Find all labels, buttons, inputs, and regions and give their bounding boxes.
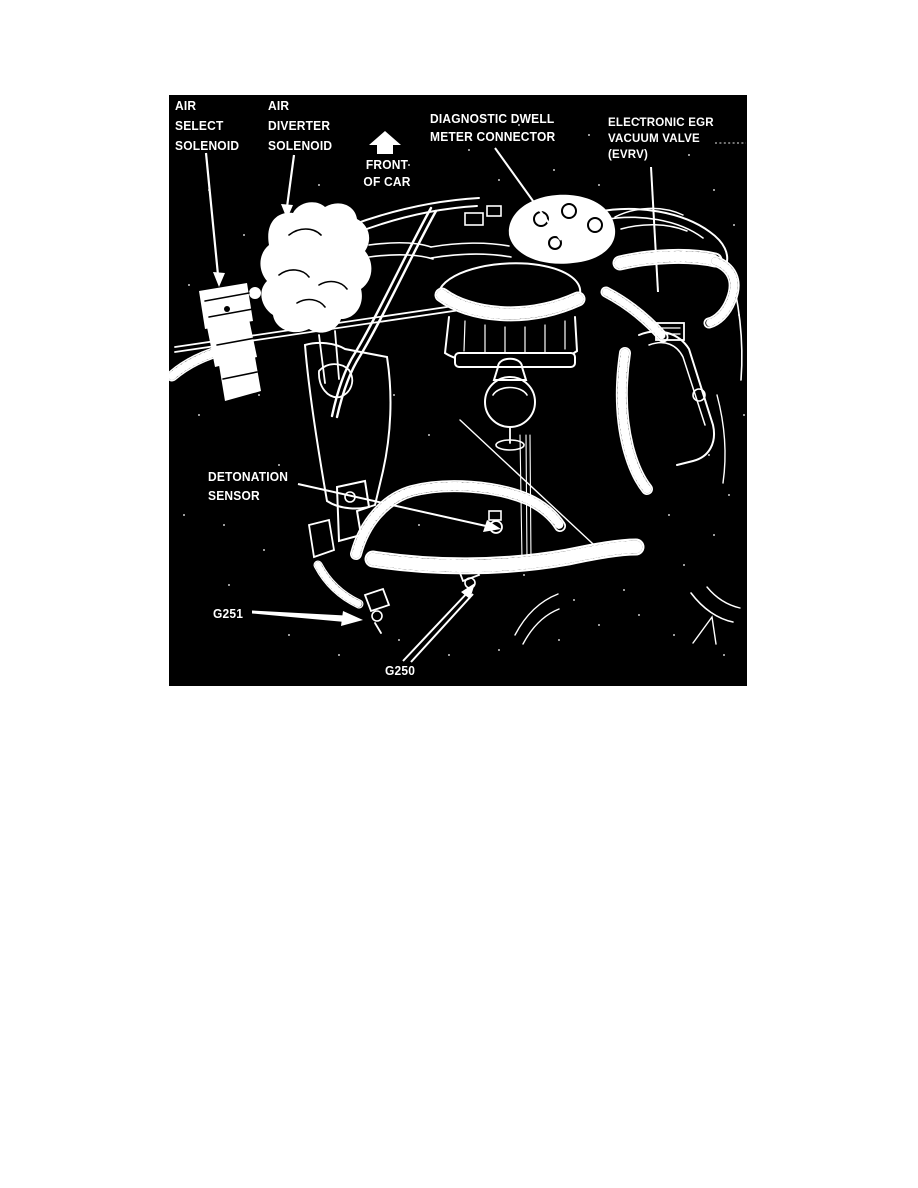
air-select-arrow (206, 153, 225, 287)
label-line: ELECTRONIC EGR (608, 115, 714, 129)
egr-valve-part (485, 359, 535, 450)
label-line: OF CAR (363, 175, 411, 189)
label-air-diverter-solenoid (268, 96, 335, 156)
label-front-of-car (351, 157, 423, 191)
label-line: METER CONNECTOR (430, 130, 556, 144)
label-g250 (385, 661, 416, 681)
engine-illustration (169, 95, 747, 686)
label-line: SOLENOID (175, 139, 240, 153)
label-line: SENSOR (208, 489, 260, 503)
air-diverter-solenoid-part (260, 202, 371, 383)
label-line: AIR (175, 99, 197, 113)
label-line: DIVERTER (268, 119, 331, 133)
g250-arrow (403, 583, 475, 662)
label-line: DETONATION (208, 470, 289, 484)
label-air-select-solenoid (175, 96, 242, 156)
label-g251 (213, 604, 244, 624)
wiring-loom-lower (318, 486, 636, 604)
g251-arrow (252, 611, 363, 627)
engine-diagram-panel (169, 95, 747, 686)
front-of-car-arrow-icon (369, 131, 401, 154)
label-line: G251 (213, 607, 244, 621)
label-line: (EVRV) (608, 147, 648, 161)
label-line: SELECT (175, 119, 224, 133)
air-diverter-arrow (281, 155, 294, 219)
label-line: SOLENOID (268, 139, 333, 153)
label-line: DIAGNOSTIC DWELL (430, 112, 555, 126)
label-detonation-sensor (208, 468, 291, 506)
ribbed-conduit-right (606, 256, 734, 489)
callout-arrows (206, 131, 746, 662)
label-line: G250 (385, 664, 416, 678)
label-line: VACUUM VALVE (608, 131, 700, 145)
g251-ground-part (365, 589, 389, 633)
label-electronic-egr-vacuum-valve (608, 114, 718, 162)
label-diagnostic-dwell-meter-connector (430, 110, 561, 146)
label-line: AIR (268, 99, 290, 113)
label-line: FRONT (365, 158, 409, 172)
